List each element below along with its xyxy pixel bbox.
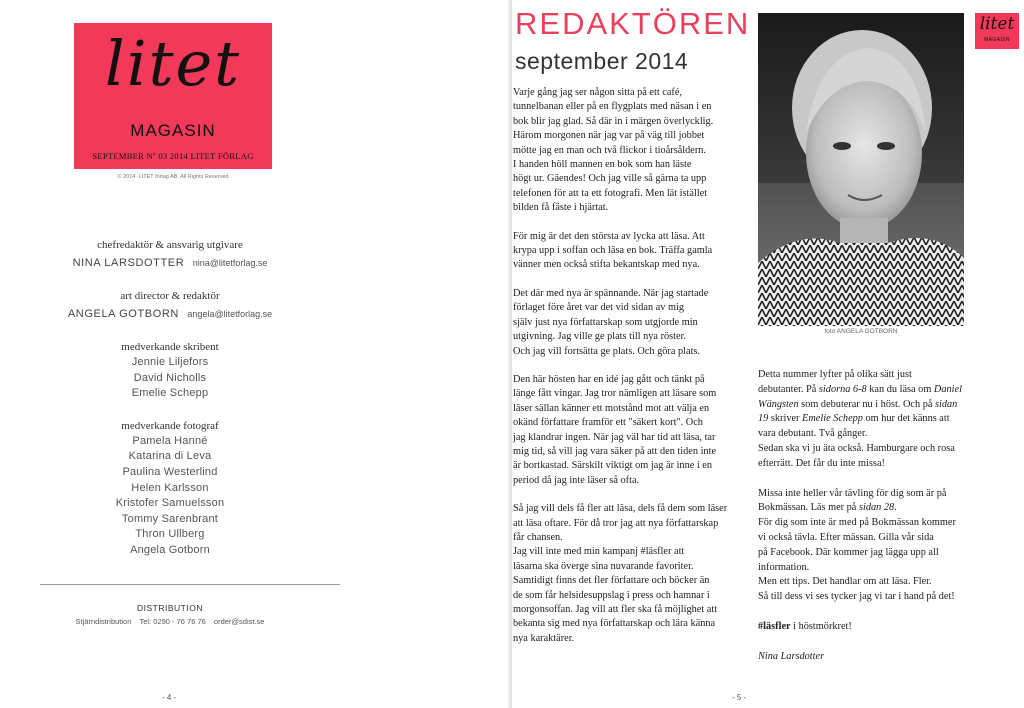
distribution-company: Stjärndistribution	[75, 617, 132, 626]
credit-role: medverkande fotograf	[121, 419, 219, 432]
logo-wordmark: litet	[104, 27, 242, 100]
mini-logo	[975, 13, 1019, 49]
copyright-notice: © 2014 ·LITET förlag AB. All Rights Reserved	[117, 174, 229, 180]
credit-role: medverkande skribent	[121, 341, 219, 353]
article-paragraph: Den här hösten har en idé jag gått och tänkt på länge fått vingar. Jag tror nämligen att läsare som läser sällan känner ett motstånd mot att välja en okänd författare framför ett "säkert kort". Och jag klandrar ingen. När jag väl har tid att läsa, tar mig tid, så vill jag vara säker på att den tiden inte är bortkastad. Särskilt viktigt om jag är inne i en period då jag inte läser så ofta.	[513, 373, 717, 486]
photographer-name: Pamela Hanné	[132, 434, 208, 447]
credit-name: NINA LARSDOTTER	[72, 257, 185, 269]
photographer-name: Paulina Westerlind	[122, 465, 218, 478]
page-number-right: - 5 -	[732, 693, 747, 702]
credit-photographers	[0, 418, 340, 559]
photo-credit: foto ANGELA GOTBORN	[824, 328, 898, 335]
article-paragraph: Missa inte heller vår tävling för dig som är på Bokmässan. Läs mer på sidan 28. För dig som inte är med på Bokmässan kommer vi också tävla. Efter mässan. Gilla vår sida på Facebook. Där kommer jag lägga upp all information. Men ett tips. Det handlar om att läsa. Fler. Så till dess vi ses tycker jag vi tar i hand på det!	[758, 487, 956, 603]
logo-issue-line: SEPTEMBER Nº 03 2014 LITET FÖRLAG	[92, 151, 254, 161]
page-number-left: - 4 -	[162, 693, 177, 702]
article-column-2	[758, 368, 964, 680]
credit-art-director	[0, 288, 340, 323]
credit-email-link[interactable]: angela@litetforlag.se	[187, 309, 273, 319]
right-page	[512, 0, 1024, 708]
credit-writers	[0, 339, 340, 402]
page-subtitle: september 2014	[515, 48, 689, 74]
mini-logo-magasin: MAGASIN	[984, 37, 1010, 43]
mini-logo-wordmark: litet	[979, 14, 1015, 34]
hashtag-line: #läsfler i höstmörkret!	[758, 620, 852, 632]
magazine-logo	[74, 23, 272, 169]
distribution-title: DISTRIBUTION	[137, 603, 203, 613]
photographer-name: Angela Gotborn	[130, 543, 210, 556]
article-paragraph: För mig är det den största av lycka att läsa. Att krypa upp i soffan och läsa en bok. Träffa gamla vänner men också stifta bekantskap med nya.	[513, 230, 713, 271]
credit-email-link[interactable]: nina@litetforlag.se	[192, 258, 268, 268]
divider	[40, 584, 340, 585]
writer-name: Jennie Liljefors	[131, 356, 209, 368]
article-paragraph: Så jag vill dels få fler att läsa, dels få dem som läser att läsa oftare. För då tror jag att nya författarskap får chansen. Jag vill inte med min kampanj #läsfler att läsarna ska överge sina nuvarande favoriter. Samtidigt finns det fler författare och böcker än de som får helsidesuppslag i press och hamnar i morgonsoffan. Jag vill att fler ska få möjlighet att bekanta sig med nya författarskap och lära känna nya karaktärer.	[513, 503, 728, 644]
signature: Nina Larsdotter	[758, 650, 825, 662]
credit-editor	[0, 237, 340, 272]
article-paragraph: Varje gång jag ser någon sitta på ett café, tunnelbanan eller på en flygplats med näsan i en bok blir jag glad. Så där in i märgen överlycklig. Härom morgonen när jag var på väg till jobbet mötte jag en man och två flickor i tioårsåldern. I handen höll mannen en bok som han läste högt ur. Gäendes! Och jag ville så gärna ta upp telefonen för att ta ett fotografi. Men lät istället bilden få fäste i hjärtat.	[513, 87, 714, 214]
masthead-credits	[0, 237, 340, 575]
photographer-name: Helen Karlsson	[131, 481, 209, 494]
photographer-name: Katarina di Leva	[128, 450, 212, 463]
credit-role: art director & redaktör	[120, 290, 220, 302]
portrait-image	[758, 13, 964, 326]
photographer-name: Kristofer Samuelsson	[115, 497, 225, 510]
article-paragraph: Det där med nya är spännande. När jag startade förlaget före året var det vid sidan av mig själv just nya författarskap som utgjorde min utgivning. Jag ville ge plats till nya röster. Och jag vill fortsätta ge plats. Och göra plats.	[513, 287, 709, 357]
photographer-name: Thron Ullberg	[135, 528, 205, 541]
left-page	[0, 0, 510, 708]
distribution-email-link[interactable]: order@sdist.se	[213, 617, 265, 626]
writer-name: Emelie Schepp	[131, 387, 209, 400]
credit-name: ANGELA GOTBORN	[67, 308, 179, 320]
distribution-phone: Tel: 0290 - 76 76 76	[139, 617, 206, 626]
distribution-info	[0, 617, 340, 626]
credit-role: chefredaktör & ansvarig utgivare	[97, 239, 243, 251]
hashtag: #läsfler	[758, 620, 791, 632]
article-paragraph: Detta nummer lyfter på olika sätt just debutanter. På sidorna 6-8 kan du läsa om Daniel Wängsten som debuterar nu i höst. Och på sidan 19 skriver Emelie Schepp om hur det känns att vara debutant. Två gånger. Sedan ska vi ju äta också. Hamburgare och rosa efterrätt. Det får du inte missa!	[758, 369, 962, 469]
writer-name: David Nicholls	[133, 371, 207, 384]
photographer-name: Tommy Sarenbrant	[121, 512, 219, 525]
logo-magasin: MAGASIN	[130, 121, 216, 140]
article-column-1	[513, 86, 743, 660]
editor-portrait-photo	[758, 13, 964, 326]
page-title: REDAKTÖREN	[515, 6, 751, 41]
